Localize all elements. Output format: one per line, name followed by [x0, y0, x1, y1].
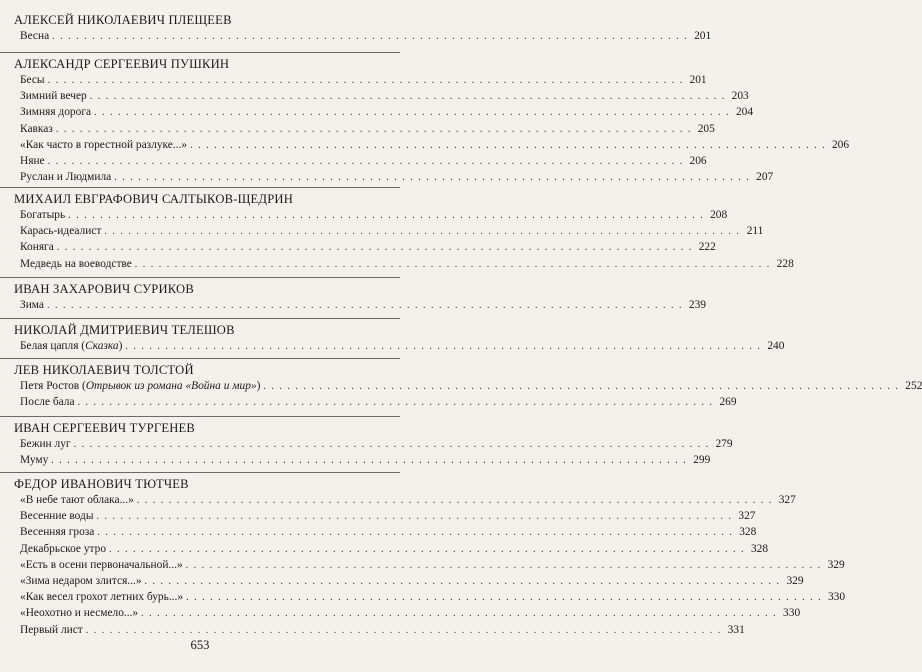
leader-dots: . . . . . . . . . . . . . . . . . . . . . . . . . . . . . . . . . . . . . . . . . . . . . . . . . . . . . . . . . . . . . . . . . . . . . . . . . . . . . . . .: [263, 381, 900, 392]
toc-entry[interactable]: [20, 153, 707, 169]
entry-page-number: 222: [698, 241, 716, 254]
entry-page-number: 328: [750, 542, 769, 555]
entry-page-number: 330: [827, 591, 846, 604]
entry-title: Весенние воды: [20, 510, 94, 523]
entry-page-number: 299: [693, 454, 711, 467]
entry-title: Кавказ: [20, 122, 53, 135]
entry-page-number: 239: [688, 299, 706, 311]
entry-title: [20, 338, 122, 354]
toc-entry[interactable]: [20, 104, 754, 120]
leader-dots: . . . . . . . . . . . . . . . . . . . . . . . . . . . . . . . . . . . . . . . . . . . . . . . . . . . . . . . . . . . . . . . . . . . . . . . . . . . . . . . .: [77, 397, 714, 409]
leader-dots: . . . . . . . . . . . . . . . . . . . . . . . . . . . . . . . . . . . . . . . . . . . . . . . . . . . . . . . . . . . . . . . . . . . . . . . . . . . . . . . .: [144, 575, 781, 587]
author-heading: ИВАН СЕРГЕЕВИЧ ТУРГЕНЕВ: [14, 421, 196, 435]
entry-title: Богатырь: [20, 209, 66, 221]
leader-dots: . . . . . . . . . . . . . . . . . . . . . . . . . . . . . . . . . . . . . . . . . . . . . . . . . . . . . . . . . . . . . . . . . . . . . . . . . . . . . . . .: [104, 226, 741, 238]
entry-title: Зимняя дорога: [20, 106, 92, 119]
entry-title-end: ): [256, 380, 261, 392]
entry-page-number: 205: [697, 122, 715, 135]
entry-title: Няне: [20, 154, 45, 167]
entry-page-number: 207: [756, 171, 774, 184]
toc-entry[interactable]: [20, 256, 794, 272]
leader-dots: . . . . . . . . . . . . . . . . . . . . . . . . . . . . . . . . . . . . . . . . . . . . . . . . . . . . . . . . . . . . . . . . . . . . . . . . . . . . . . . .: [47, 155, 684, 167]
leader-dots: . . . . . . . . . . . . . . . . . . . . . . . . . . . . . . . . . . . . . . . . . . . . . . . . . . . . . . . . . . . . . . . . . . . . . . . . . . . . . . . .: [109, 543, 746, 555]
entry-page-number: 228: [776, 257, 794, 270]
entry-page-number: 329: [786, 574, 804, 587]
leader-dots: . . . . . . . . . . . . . . . . . . . . . . . . . . . . . . . . . . . . . . . . . . . . . . . . . . . . . . . . . . . . . . . . . . . . . . . . . . . . . . . .: [68, 210, 705, 221]
entry-page-number: 201: [694, 30, 712, 42]
toc-entry[interactable]: [20, 492, 796, 508]
entry-title: Весна: [20, 30, 50, 42]
entry-title: [20, 378, 260, 394]
entry-title: Бесы: [20, 74, 45, 86]
leader-dots: . . . . . . . . . . . . . . . . . . . . . . . . . . . . . . . . . . . . . . . . . . . . . . . . . . . . . . . . . . . . . . . . . . . . . . . . . . . . . . . .: [190, 139, 827, 151]
toc-entry[interactable]: [20, 338, 785, 354]
author-heading: ФЕДОР ИВАНОВИЧ ТЮТЧЕВ: [14, 477, 189, 491]
entry-page-number: 206: [689, 154, 707, 167]
entry-title: «Есть в осени первоначальной...»: [20, 558, 183, 571]
entry-page-number: 206: [831, 138, 850, 151]
leader-dots: . . . . . . . . . . . . . . . . . . . . . . . . . . . . . . . . . . . . . . . . . . . . . . . . . . . . . . . . . . . . . . . . . . . . . . . . . . . . . . . .: [125, 341, 762, 352]
toc-entry[interactable]: [20, 589, 846, 605]
entry-title: Карась-идеалист: [20, 225, 102, 238]
entry-title: Зимний вечер: [20, 90, 87, 103]
leader-dots: . . . . . . . . . . . . . . . . . . . . . . . . . . . . . . . . . . . . . . . . . . . . . . . . . . . . . . . . . . . . . . . . . . . . . . . . . . . . . . . .: [134, 258, 771, 270]
leader-dots: . . . . . . . . . . . . . . . . . . . . . . . . . . . . . . . . . . . . . . . . . . . . . . . . . . . . . . . . . . . . . . . . . . . . . . . . . . . . . . . .: [94, 107, 731, 119]
toc-entry[interactable]: [20, 524, 757, 540]
author-heading: ЛЕВ НИКОЛАЕВИЧ ТОЛСТОЙ: [14, 363, 194, 377]
leader-dots: . . . . . . . . . . . . . . . . . . . . . . . . . . . . . . . . . . . . . . . . . . . . . . . . . . . . . . . . . . . . . . . . . . . . . . . . . . . . . . . .: [89, 91, 726, 103]
entry-title-text: Петя Ростов (: [20, 380, 86, 392]
leader-dots: . . . . . . . . . . . . . . . . . . . . . . . . . . . . . . . . . . . . . . . . . . . . . . . . . . . . . . . . . . . . . . . . . . . . . . . . . . . . . . . .: [73, 439, 710, 450]
leader-dots: . . . . . . . . . . . . . . . . . . . . . . . . . . . . . . . . . . . . . . . . . . . . . . . . . . . . . . . . . . . . . . . . . . . . . . . . . . . . . . . .: [141, 608, 778, 620]
entry-page-number: 329: [827, 558, 845, 571]
entry-title-italic: Отрывок из романа «Война и мир»: [85, 380, 257, 392]
entry-title-text: Белая цапля (: [20, 340, 86, 352]
author-heading: МИХАИЛ ЕВГРАФОВИЧ САЛТЫКОВ-ЩЕДРИН: [14, 192, 293, 206]
toc-entry[interactable]: [20, 239, 716, 255]
entry-page-number: 328: [739, 526, 757, 539]
entry-title: Первый лист: [20, 623, 83, 636]
toc-entry[interactable]: [20, 378, 922, 394]
leader-dots: . . . . . . . . . . . . . . . . . . . . . . . . . . . . . . . . . . . . . . . . . . . . . . . . . . . . . . . . . . . . . . . . . . . . . . . . . . . . . . . .: [114, 172, 751, 184]
toc-entry[interactable]: [20, 169, 774, 185]
leader-dots: . . . . . . . . . . . . . . . . . . . . . . . . . . . . . . . . . . . . . . . . . . . . . . . . . . . . . . . . . . . . . . . . . . . . . . . . . . . . . . . .: [85, 624, 722, 636]
toc-entry[interactable]: [20, 88, 749, 104]
toc-entry[interactable]: [20, 622, 745, 638]
entry-page-number: 279: [715, 438, 733, 450]
entry-page-number: 327: [738, 510, 756, 523]
toc-entry[interactable]: [20, 72, 707, 88]
entry-title: Руслан и Людмила: [20, 171, 112, 184]
toc-section: [0, 12, 712, 44]
leader-dots: . . . . . . . . . . . . . . . . . . . . . . . . . . . . . . . . . . . . . . . . . . . . . . . . . . . . . . . . . . . . . . . . . . . . . . . . . . . . . . . .: [52, 31, 689, 42]
entry-page-number: 269: [719, 396, 737, 409]
entry-title: Медведь на воеводстве: [20, 257, 132, 270]
entry-page-number: 240: [767, 340, 785, 352]
toc-entry[interactable]: [20, 605, 801, 621]
entry-page-number: 331: [727, 623, 745, 636]
entry-page-number: 203: [731, 90, 749, 103]
leader-dots: . . . . . . . . . . . . . . . . . . . . . . . . . . . . . . . . . . . . . . . . . . . . . . . . . . . . . . . . . . . . . . . . . . . . . . . . . . . . . . . .: [96, 511, 733, 523]
toc-entry[interactable]: [20, 436, 733, 452]
entry-title: Зима: [20, 299, 44, 311]
toc-section: [0, 362, 922, 410]
entry-title: После бала: [20, 396, 75, 409]
toc-section: [0, 281, 706, 313]
toc-section: [0, 191, 794, 272]
entry-page-number: 327: [778, 494, 796, 506]
entry-title: Бежин луг: [20, 438, 71, 450]
author-heading: НИКОЛАЙ ДМИТРИЕВИЧ ТЕЛЕШОВ: [14, 323, 235, 337]
entry-page-number: 211: [746, 225, 764, 238]
leader-dots: . . . . . . . . . . . . . . . . . . . . . . . . . . . . . . . . . . . . . . . . . . . . . . . . . . . . . . . . . . . . . . . . . . . . . . . . . . . . . . . .: [97, 527, 734, 539]
leader-dots: . . . . . . . . . . . . . . . . . . . . . . . . . . . . . . . . . . . . . . . . . . . . . . . . . . . . . . . . . . . . . . . . . . . . . . . . . . . . . . . .: [51, 455, 688, 467]
toc-entry[interactable]: [20, 508, 756, 524]
leader-dots: . . . . . . . . . . . . . . . . . . . . . . . . . . . . . . . . . . . . . . . . . . . . . . . . . . . . . . . . . . . . . . . . . . . . . . . . . . . . . . . .: [47, 75, 684, 86]
toc-entry[interactable]: [20, 28, 712, 44]
entry-title-end: ): [118, 340, 123, 352]
entry-page-number: 204: [735, 106, 754, 119]
toc-entry[interactable]: [20, 137, 850, 153]
leader-dots: . . . . . . . . . . . . . . . . . . . . . . . . . . . . . . . . . . . . . . . . . . . . . . . . . . . . . . . . . . . . . . . . . . . . . . . . . . . . . . . .: [185, 559, 822, 571]
toc-entry[interactable]: [20, 207, 728, 223]
toc-entry[interactable]: [20, 223, 764, 239]
leader-dots: . . . . . . . . . . . . . . . . . . . . . . . . . . . . . . . . . . . . . . . . . . . . . . . . . . . . . . . . . . . . . . . . . . . . . . . . . . . . . . . .: [55, 123, 692, 135]
entry-page-number: 201: [689, 74, 707, 86]
leader-dots: . . . . . . . . . . . . . . . . . . . . . . . . . . . . . . . . . . . . . . . . . . . . . . . . . . . . . . . . . . . . . . . . . . . . . . . . . . . . . . . .: [186, 592, 823, 604]
leader-dots: . . . . . . . . . . . . . . . . . . . . . . . . . . . . . . . . . . . . . . . . . . . . . . . . . . . . . . . . . . . . . . . . . . . . . . . . . . . . . . . .: [47, 300, 683, 311]
page-number: 653: [190, 638, 210, 652]
entry-title: Муму: [20, 454, 49, 467]
entry-title: «Как весел грохот летних бурь...»: [20, 591, 184, 604]
toc-entry[interactable]: [20, 121, 715, 137]
entry-page-number: 252: [905, 380, 922, 392]
leader-dots: . . . . . . . . . . . . . . . . . . . . . . . . . . . . . . . . . . . . . . . . . . . . . . . . . . . . . . . . . . . . . . . . . . . . . . . . . . . . . . . .: [56, 242, 693, 254]
toc-entry[interactable]: [20, 573, 804, 589]
author-heading: АЛЕКСЕЙ НИКОЛАЕВИЧ ПЛЕЩЕЕВ: [14, 13, 232, 27]
leader-dots: . . . . . . . . . . . . . . . . . . . . . . . . . . . . . . . . . . . . . . . . . . . . . . . . . . . . . . . . . . . . . . . . . . . . . . . . . . . . . . . .: [136, 495, 773, 506]
toc-section: [0, 420, 733, 468]
entry-title: «Неохотно и несмело...»: [20, 607, 139, 620]
toc-entry[interactable]: [20, 297, 706, 313]
entry-title: «В небе тают облака...»: [20, 494, 134, 506]
toc-entry[interactable]: [20, 452, 711, 468]
entry-title-italic: Сказка: [85, 340, 119, 352]
entry-title: Декабрьское утро: [20, 542, 107, 555]
toc-section: [0, 476, 846, 638]
toc-entry[interactable]: [20, 394, 737, 410]
toc-section: [0, 56, 850, 185]
author-heading: АЛЕКСАНДР СЕРГЕЕВИЧ ПУШКИН: [14, 57, 230, 71]
toc-section: [0, 322, 785, 354]
entry-title: «Зима недаром злится...»: [20, 574, 142, 587]
toc-entry[interactable]: [20, 557, 845, 573]
entry-page-number: 330: [783, 607, 801, 620]
toc-entry[interactable]: [20, 541, 769, 557]
entry-title: Весенняя гроза: [20, 526, 95, 539]
author-heading: ИВАН ЗАХАРОВИЧ СУРИКОВ: [14, 282, 194, 296]
entry-title: Коняга: [20, 241, 54, 254]
entry-title: «Как часто в горестной разлуке...»: [20, 138, 188, 151]
entry-page-number: 208: [710, 209, 728, 221]
